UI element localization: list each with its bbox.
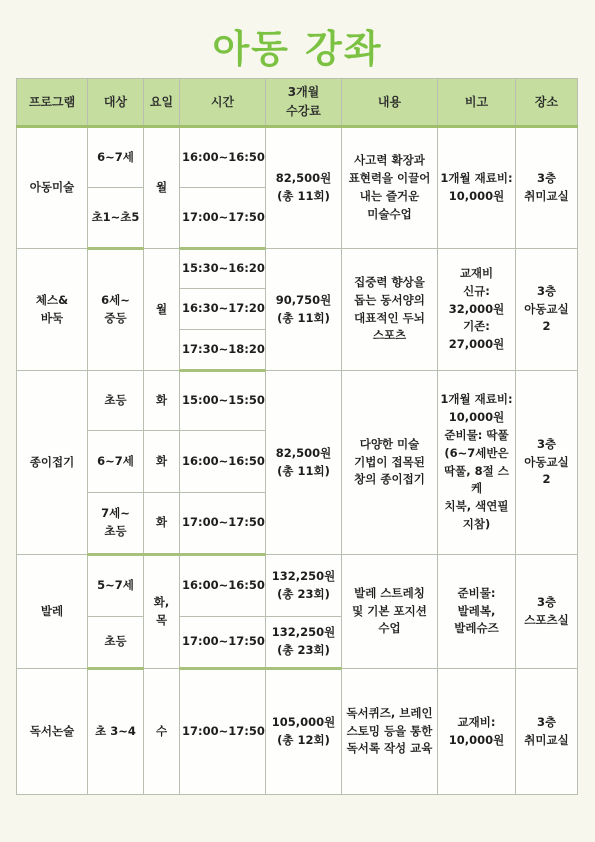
- program-name: 독서논술: [17, 669, 88, 795]
- place-cell: 3층 취미교실: [516, 127, 578, 249]
- note-cell: 준비물: 발레복, 발레슈즈: [438, 555, 516, 669]
- time-cell: 17:00~17:50: [180, 493, 266, 555]
- time-cell: 17:00~17:50: [180, 617, 266, 669]
- program-name: 종이접기: [17, 371, 88, 555]
- time-cell: 16:00~16:50: [180, 127, 266, 188]
- content-cell: 집중력 향상을 돕는 동서양의 대표적인 두뇌 스포츠: [342, 249, 438, 371]
- time-cell: 15:00~15:50: [180, 371, 266, 431]
- program-name: 발레: [17, 555, 88, 669]
- header-place: 장소: [516, 79, 578, 127]
- day-cell: 수: [144, 669, 180, 795]
- note-cell: 교재비: 10,000원: [438, 669, 516, 795]
- fee-cell: 132,250원 (총 23회): [266, 617, 342, 669]
- program-name: 체스& 바둑: [17, 249, 88, 371]
- target-cell: 6세~ 중등: [88, 249, 144, 371]
- content-cell: 다양한 미술 기법이 접목된 창의 종이접기: [342, 371, 438, 555]
- content-cell: 독서퀴즈, 브레인 스토밍 등을 통한 독서록 작성 교육: [342, 669, 438, 795]
- schedule-table: [16, 78, 578, 795]
- time-cell: 17:00~17:50: [180, 188, 266, 249]
- header-row: [17, 79, 578, 127]
- note-cell: 1개월 재료비: 10,000원 준비물: 딱풀 (6~7세반은 딱풀, 8절 스케 치북, 색연필 지참): [438, 371, 516, 555]
- fee-cell: 105,000원 (총 12회): [266, 669, 342, 795]
- time-cell: 17:30~18:20: [180, 330, 266, 371]
- content-cell: 사고력 확장과 표현력을 이끌어 내는 즐거운 미술수업: [342, 127, 438, 249]
- day-cell: 화: [144, 431, 180, 493]
- table-row: [17, 669, 578, 795]
- table-row: [17, 555, 578, 617]
- table-row: [17, 127, 578, 188]
- day-cell: 화: [144, 371, 180, 431]
- header-fee: 3개월 수강료: [266, 79, 342, 127]
- time-cell: 16:00~16:50: [180, 431, 266, 493]
- page-title: 아동 강좌: [212, 27, 383, 71]
- day-cell: 화, 목: [144, 555, 180, 669]
- header-content: 내용: [342, 79, 438, 127]
- time-cell: 15:30~16:20: [180, 249, 266, 289]
- target-cell: 7세~ 초등: [88, 493, 144, 555]
- target-cell: 5~7세: [88, 555, 144, 617]
- header-note: 비고: [438, 79, 516, 127]
- day-cell: 월: [144, 127, 180, 249]
- target-cell: 초1~초5: [88, 188, 144, 249]
- content-cell: 발레 스트레칭 및 기본 포지션 수업: [342, 555, 438, 669]
- fee-cell: 90,750원 (총 11회): [266, 249, 342, 371]
- place-cell: 3층 스포츠실: [516, 555, 578, 669]
- target-cell: 초등: [88, 371, 144, 431]
- header-time: 시간: [180, 79, 266, 127]
- target-cell: 6~7세: [88, 431, 144, 493]
- fee-cell: 82,500원 (총 11회): [266, 127, 342, 249]
- time-cell: 17:00~17:50: [180, 669, 266, 795]
- target-cell: 초 3~4: [88, 669, 144, 795]
- header-target: 대상: [88, 79, 144, 127]
- target-cell: 초등: [88, 617, 144, 669]
- time-cell: 16:00~16:50: [180, 555, 266, 617]
- note-cell: 교재비 신규: 32,000원 기존: 27,000원: [438, 249, 516, 371]
- header-program: 프로그램: [17, 79, 88, 127]
- target-cell: 6~7세: [88, 127, 144, 188]
- table-row: [17, 371, 578, 431]
- fee-cell: 82,500원 (총 11회): [266, 371, 342, 555]
- fee-cell: 132,250원 (총 23회): [266, 555, 342, 617]
- note-cell: 1개월 재료비: 10,000원: [438, 127, 516, 249]
- program-name: 아동미술: [17, 127, 88, 249]
- time-cell: 16:30~17:20: [180, 289, 266, 330]
- day-cell: 월: [144, 249, 180, 371]
- place-cell: 3층 아동교실 2: [516, 249, 578, 371]
- header-day: 요일: [144, 79, 180, 127]
- place-cell: 3층 아동교실 2: [516, 371, 578, 555]
- table-row: [17, 249, 578, 289]
- day-cell: 화: [144, 493, 180, 555]
- place-cell: 3층 취미교실: [516, 669, 578, 795]
